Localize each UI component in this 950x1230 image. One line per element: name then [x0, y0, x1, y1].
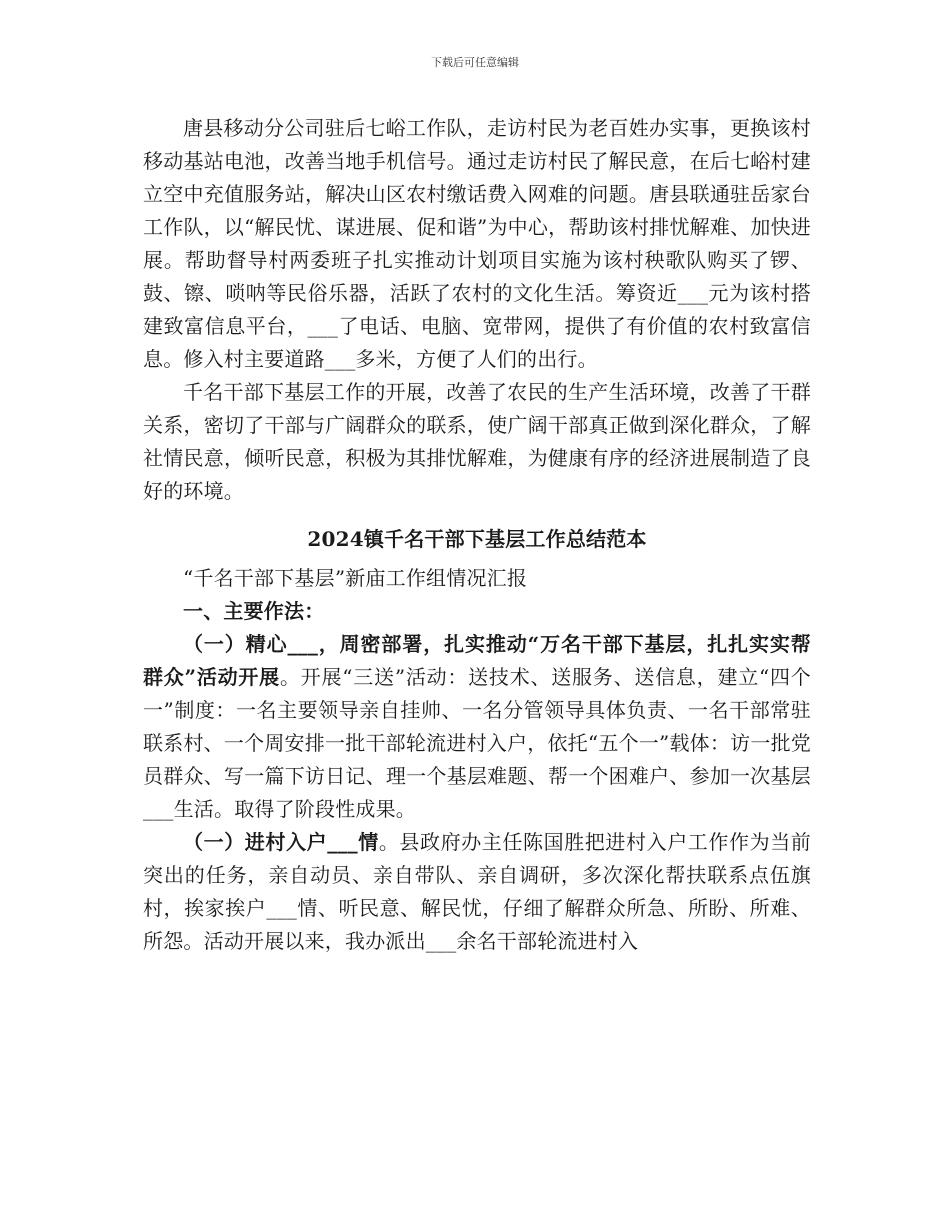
page-header: 下载后可任意编辑	[431, 56, 519, 69]
paragraph-mobile-unicom: 唐县移动分公司驻后七峪工作队，走访村民为老百姓办实事，更换该村移动基站电池，改善当地手机信号。通过走访村民了解民意，在后七峪村建立空中充值服务站，解决山区农村缴话费入网难的问题。唐县联通驻岳家台工作队，以“解民忧、谋进展、促和谐”为中心，帮助该村排忧解难、加快进展。帮助督导村两委班子扎实推动计划项目实施为该村秧歌队购买了锣、鼓、镲、唢呐等民俗乐器，活跃了农村的文化生活。筹资近___元为该村搭建致富信息平台，___了电话、电脑、宽带网，提供了有价值的农村致富信息。修入村主要道路___多米，方便了人们的出行。	[143, 116, 811, 371]
section-heading-main-practices	[143, 595, 811, 628]
item-1-heading: （一）精心___，周密部署，扎实推动“万名干部下基层，扎扎实实帮群众”活动开展	[143, 632, 811, 689]
document-body	[143, 112, 811, 958]
item-1-text: 。开展“三送”活动：送技术、送服务、送信息，建立“四个一”制度：一名主要领导亲自挂帅、一名分管领导具体负责、一名干部常驻联系村、一个周安排一批干部轮流进村入户，依托“五个一”载体：访一批党员群众、写一篇下访日记、理一个基层难题、帮一个困难户、参加一次基层___生活。取得了阶段性成果。	[143, 665, 811, 821]
paragraph-summary: 千名干部下基层工作的开展，改善了农民的生产生活环境，改善了干群关系，密切了干部与广阔群众的联系，使广阔干部真正做到深化群众，了解社情民意，倾听民意，积极为其排忧解难，为健康有序的经济进展制造了良好的环境。	[143, 380, 811, 503]
document-title: 2024镇千名干部下基层工作总结范本	[307, 527, 647, 551]
document-subtitle: “千名干部下基层”新庙工作组情况汇报	[183, 566, 528, 590]
item-1-paragraph	[143, 628, 811, 826]
item-2-heading: （一）进村入户___情	[183, 830, 379, 854]
section-heading-text: 一、主要作法：	[183, 599, 325, 623]
item-2-paragraph	[143, 826, 811, 958]
item-2-text: 。县政府办主任陈国胜把进村入户工作作为当前突出的任务，亲自动员、亲自带队、亲自调研，多次深化帮扶联系点伍旗村，挨家挨户___情、听民意、解民忧，仔细了解群众所急、所盼、所难、所怨。活动开展以来，我办派出___余名干部轮流进村入	[143, 830, 812, 953]
